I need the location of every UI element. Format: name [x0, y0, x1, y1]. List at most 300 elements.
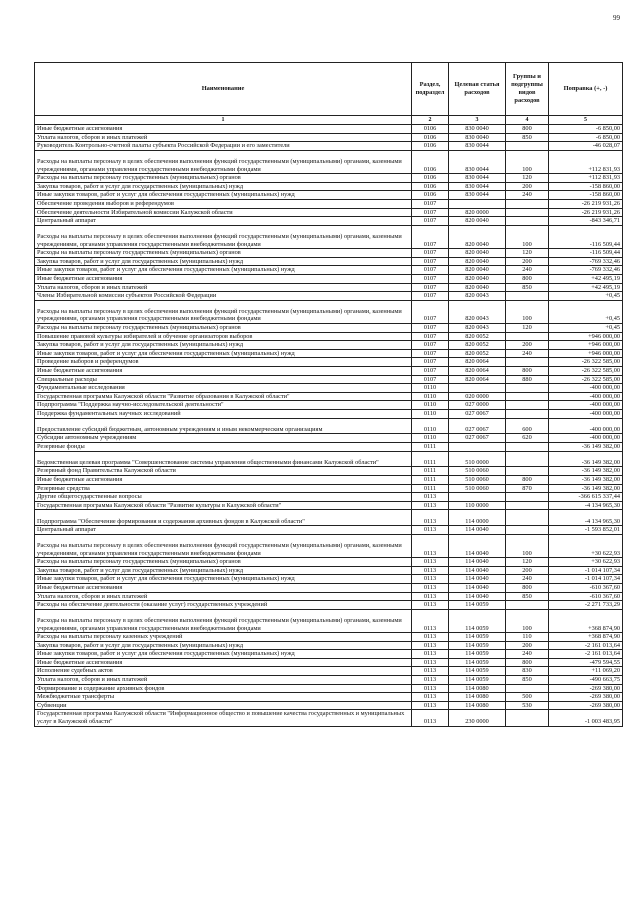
- row-amount: -610 367,60: [549, 592, 623, 601]
- row-section: 0107: [412, 332, 449, 341]
- row-amount: -158 860,00: [549, 182, 623, 191]
- row-section: 0107: [412, 292, 449, 301]
- row-section: 0110: [412, 410, 449, 419]
- table-row: [35, 451, 623, 467]
- row-group: 620: [506, 434, 549, 443]
- row-group: 120: [506, 558, 549, 567]
- row-name: Ведомственная целевая программа "Совершенствование системы управления общественными финансами Калужской области": [35, 451, 412, 467]
- row-target: 027 0000: [449, 401, 506, 410]
- row-target: 820 0040: [449, 274, 506, 283]
- row-section: 0113: [412, 701, 449, 710]
- column-number: 5: [549, 116, 623, 125]
- row-target: 830 0044: [449, 182, 506, 191]
- row-section: 0110: [412, 401, 449, 410]
- table-row: [35, 191, 623, 200]
- row-target: 110 0000: [449, 501, 506, 510]
- row-amount: +11 069,20: [549, 667, 623, 676]
- row-section: 0110: [412, 384, 449, 393]
- row-name: Руководитель Контрольно-счетной палаты субъекта Российской Федерации и его заместители: [35, 142, 412, 151]
- row-target: [449, 443, 506, 452]
- row-target: 020 0000: [449, 392, 506, 401]
- row-name: Расходы на выплаты персоналу государственных (муниципальных) органов: [35, 558, 412, 567]
- row-section: 0111: [412, 451, 449, 467]
- row-name: Межбюджетные трансферты: [35, 693, 412, 702]
- row-group: 870: [506, 484, 549, 493]
- row-section: 0110: [412, 392, 449, 401]
- row-name: Иные бюджетные ассигнования: [35, 274, 412, 283]
- row-target: 114 0040: [449, 558, 506, 567]
- row-group: 800: [506, 125, 549, 134]
- row-group: 500: [506, 693, 549, 702]
- row-target: 820 0043: [449, 300, 506, 323]
- column-number: 1: [35, 116, 412, 125]
- row-amount: -843 346,71: [549, 217, 623, 226]
- row-amount: -610 367,60: [549, 583, 623, 592]
- row-group: 100: [506, 300, 549, 323]
- row-name: Иные закупки товаров, работ и услуг для обеспечения государственных (муниципальных) нужд: [35, 266, 412, 275]
- row-target: 114 0000: [449, 510, 506, 526]
- row-group: 800: [506, 583, 549, 592]
- row-name: Предоставление субсидий бюджетным, автономным учреждениям и иным некоммерческим организациям: [35, 418, 412, 434]
- row-section: 0106: [412, 133, 449, 142]
- row-section: 0106: [412, 191, 449, 200]
- row-name: Закупка товаров, работ и услуг для государственных (муниципальных) нужд: [35, 566, 412, 575]
- row-name: Проведение выборов и референдумов: [35, 358, 412, 367]
- row-section: 0113: [412, 609, 449, 632]
- row-amount: +0,45: [549, 324, 623, 333]
- row-amount: -158 860,00: [549, 191, 623, 200]
- row-section: 0113: [412, 534, 449, 557]
- table-row: [35, 401, 623, 410]
- row-group: 200: [506, 257, 549, 266]
- row-section: 0107: [412, 199, 449, 208]
- table-row: [35, 249, 623, 258]
- row-amount: -269 380,00: [549, 693, 623, 702]
- row-name: Расходы на выплаты персоналу в целях обеспечения выполнения функций государственными (муниципальными) органами, казенными учреждениями, органами управления государственными внебюджетными фондами: [35, 609, 412, 632]
- row-target: 510 0060: [449, 475, 506, 484]
- row-amount: +946 000,00: [549, 341, 623, 350]
- table-row: [35, 410, 623, 419]
- row-group: [506, 601, 549, 610]
- row-group: 120: [506, 249, 549, 258]
- table-row: [35, 349, 623, 358]
- row-name: Расходы на выплаты персоналу государственных (муниципальных) органов: [35, 249, 412, 258]
- row-amount: -490 663,75: [549, 676, 623, 685]
- table-row: [35, 274, 623, 283]
- row-group: 240: [506, 191, 549, 200]
- row-target: 820 0040: [449, 266, 506, 275]
- row-group: 120: [506, 324, 549, 333]
- row-section: 0113: [412, 650, 449, 659]
- column-number: 4: [506, 116, 549, 125]
- table-row: [35, 125, 623, 134]
- row-name: Фундаментальные исследования: [35, 384, 412, 393]
- row-amount: -4 134 965,30: [549, 510, 623, 526]
- row-target: 114 0040: [449, 534, 506, 557]
- row-target: [449, 384, 506, 393]
- row-section: 0107: [412, 266, 449, 275]
- table-row: [35, 641, 623, 650]
- row-group: 530: [506, 701, 549, 710]
- row-target: 114 0059: [449, 633, 506, 642]
- row-target: 820 0043: [449, 292, 506, 301]
- row-name: Специальные расходы: [35, 375, 412, 384]
- row-amount: -36 149 382,00: [549, 484, 623, 493]
- row-name: Государственная программа Калужской области "Информационное общество и повышение качества государственных и муниципальных услуг в Калужской области": [35, 710, 412, 726]
- row-name: Резервный фонд Правительства Калужской области: [35, 467, 412, 476]
- row-target: 820 0040: [449, 257, 506, 266]
- row-section: 0107: [412, 341, 449, 350]
- row-group: 800: [506, 475, 549, 484]
- table-row: [35, 566, 623, 575]
- row-name: Иные бюджетные ассигнования: [35, 658, 412, 667]
- row-group: [506, 142, 549, 151]
- row-amount: +0,45: [549, 292, 623, 301]
- row-section: 0107: [412, 349, 449, 358]
- row-target: 820 0064: [449, 358, 506, 367]
- row-group: [506, 493, 549, 502]
- row-section: 0113: [412, 501, 449, 510]
- table-row: [35, 484, 623, 493]
- table-row: [35, 575, 623, 584]
- row-name: Уплата налогов, сборов и иных платежей: [35, 283, 412, 292]
- table-row: [35, 434, 623, 443]
- row-amount: -2 161 013,64: [549, 650, 623, 659]
- header-group: Группы и подгруппы видов расходов: [506, 63, 549, 116]
- row-target: 820 0040: [449, 217, 506, 226]
- table-row: [35, 510, 623, 526]
- row-name: Формирование и содержание архивных фондов: [35, 684, 412, 693]
- row-group: 200: [506, 182, 549, 191]
- row-name: Расходы на обеспечение деятельности (оказание услуг) государственных учреждений: [35, 601, 412, 610]
- row-group: 120: [506, 174, 549, 183]
- row-amount: -6 850,00: [549, 133, 623, 142]
- row-group: [506, 217, 549, 226]
- row-amount: -116 509,44: [549, 225, 623, 248]
- table-row: [35, 367, 623, 376]
- row-target: 114 0059: [449, 658, 506, 667]
- row-group: 100: [506, 150, 549, 173]
- row-group: [506, 526, 549, 535]
- row-group: 830: [506, 667, 549, 676]
- row-name: Иные закупки товаров, работ и услуг для обеспечения государственных (муниципальных) нужд: [35, 191, 412, 200]
- row-name: Члены Избирательной комиссии субъектов Российской Федерации: [35, 292, 412, 301]
- row-section: 0106: [412, 142, 449, 151]
- table-row: [35, 375, 623, 384]
- row-name: Уплата налогов, сборов и иных платежей: [35, 133, 412, 142]
- row-name: Субсидии автономным учреждениям: [35, 434, 412, 443]
- row-section: 0113: [412, 641, 449, 650]
- row-amount: -36 149 382,00: [549, 475, 623, 484]
- row-target: 830 0044: [449, 174, 506, 183]
- row-amount: -400 000,00: [549, 410, 623, 419]
- row-name: Закупка товаров, работ и услуг для государственных (муниципальных) нужд: [35, 182, 412, 191]
- row-amount: -400 000,00: [549, 418, 623, 434]
- row-amount: -400 000,00: [549, 384, 623, 393]
- row-amount: -2 161 013,64: [549, 641, 623, 650]
- row-amount: -269 380,00: [549, 684, 623, 693]
- row-section: 0107: [412, 375, 449, 384]
- row-target: 114 0040: [449, 575, 506, 584]
- row-amount: -1 593 852,01: [549, 526, 623, 535]
- row-amount: -400 000,00: [549, 401, 623, 410]
- row-group: 100: [506, 534, 549, 557]
- row-section: 0113: [412, 684, 449, 693]
- row-name: Расходы на выплаты персоналу в целях обеспечения выполнения функций государственными (муниципальными) органами, казенными учреждениями, органами управления государственными внебюджетными фондами: [35, 534, 412, 557]
- table-row: [35, 592, 623, 601]
- table-row: [35, 534, 623, 557]
- row-group: 200: [506, 341, 549, 350]
- row-target: 027 0067: [449, 418, 506, 434]
- table-row: [35, 341, 623, 350]
- row-name: Расходы на выплаты персоналу государственных (муниципальных) органов: [35, 174, 412, 183]
- row-target: 027 0067: [449, 410, 506, 419]
- row-name: Уплата налогов, сборов и иных платежей: [35, 676, 412, 685]
- row-name: Расходы на выплаты персоналу в целях обеспечения выполнения функций государственными (муниципальными) органами, казенными учреждениями, органами управления государственными внебюджетными фондами: [35, 300, 412, 323]
- row-amount: +42 495,19: [549, 283, 623, 292]
- row-section: 0113: [412, 592, 449, 601]
- row-name: Повышение правовой культуры избирателей и обучение организаторов выборов: [35, 332, 412, 341]
- row-amount: -366 615 337,44: [549, 493, 623, 502]
- row-section: 0113: [412, 558, 449, 567]
- row-amount: -479 594,55: [549, 658, 623, 667]
- row-group: 800: [506, 658, 549, 667]
- row-group: [506, 401, 549, 410]
- row-target: 820 0000: [449, 208, 506, 217]
- row-target: 820 0040: [449, 225, 506, 248]
- table-row: [35, 332, 623, 341]
- row-name: Иные бюджетные ассигнования: [35, 367, 412, 376]
- row-section: 0107: [412, 249, 449, 258]
- row-section: 0113: [412, 526, 449, 535]
- row-name: Расходы на выплаты персоналу государственных (муниципальных) органов: [35, 324, 412, 333]
- row-name: Уплата налогов, сборов и иных платежей: [35, 592, 412, 601]
- row-name: Расходы на выплаты персоналу казенных учреждений: [35, 633, 412, 642]
- row-target: [449, 493, 506, 502]
- row-amount: -26 219 931,26: [549, 208, 623, 217]
- column-number: 3: [449, 116, 506, 125]
- row-section: 0113: [412, 566, 449, 575]
- row-amount: -1 014 107,34: [549, 575, 623, 584]
- row-name: Государственная программа Калужской области "Развитие образования в Калужской области": [35, 392, 412, 401]
- row-group: [506, 443, 549, 452]
- row-target: 830 0040: [449, 133, 506, 142]
- row-target: 114 0059: [449, 609, 506, 632]
- row-name: Обеспечение проведения выборов и референдумов: [35, 199, 412, 208]
- row-name: Центральный аппарат: [35, 526, 412, 535]
- row-section: 0113: [412, 667, 449, 676]
- table-row: [35, 601, 623, 610]
- row-amount: -1 003 483,95: [549, 710, 623, 726]
- row-name: Иные закупки товаров, работ и услуг для обеспечения государственных (муниципальных) нужд: [35, 575, 412, 584]
- row-target: 114 0059: [449, 650, 506, 659]
- row-section: 0113: [412, 710, 449, 726]
- row-section: 0111: [412, 484, 449, 493]
- row-section: 0107: [412, 358, 449, 367]
- row-amount: -36 149 382,00: [549, 451, 623, 467]
- table-row: [35, 208, 623, 217]
- row-name: Иные закупки товаров, работ и услуг для обеспечения государственных (муниципальных) нужд: [35, 650, 412, 659]
- table-row: [35, 142, 623, 151]
- row-name: Подпрограмма "Поддержка научно-исследовательской деятельности": [35, 401, 412, 410]
- row-amount: -26 322 585,00: [549, 367, 623, 376]
- row-section: 0106: [412, 182, 449, 191]
- row-name: Закупка товаров, работ и услуг для государственных (муниципальных) нужд: [35, 641, 412, 650]
- row-target: 114 0059: [449, 667, 506, 676]
- table-row: [35, 558, 623, 567]
- row-section: 0107: [412, 257, 449, 266]
- row-group: [506, 384, 549, 393]
- row-group: 100: [506, 609, 549, 632]
- table-row: [35, 266, 623, 275]
- row-section: 0113: [412, 510, 449, 526]
- row-group: [506, 467, 549, 476]
- row-group: 850: [506, 133, 549, 142]
- row-group: 240: [506, 266, 549, 275]
- row-group: [506, 292, 549, 301]
- row-name: Иные закупки товаров, работ и услуг для обеспечения государственных (муниципальных) нужд: [35, 349, 412, 358]
- row-target: 830 0044: [449, 142, 506, 151]
- row-target: 820 0043: [449, 324, 506, 333]
- row-section: 0107: [412, 283, 449, 292]
- table-row: [35, 283, 623, 292]
- row-target: 114 0040: [449, 566, 506, 575]
- row-group: 240: [506, 575, 549, 584]
- row-name: Резервные фонды: [35, 443, 412, 452]
- row-target: 114 0059: [449, 601, 506, 610]
- row-amount: +30 622,93: [549, 558, 623, 567]
- row-target: [449, 199, 506, 208]
- row-group: 240: [506, 349, 549, 358]
- row-group: [506, 332, 549, 341]
- row-amount: +112 831,93: [549, 174, 623, 183]
- row-name: Закупка товаров, работ и услуг для государственных (муниципальных) нужд: [35, 257, 412, 266]
- row-group: [506, 684, 549, 693]
- table-row: [35, 392, 623, 401]
- column-number: 2: [412, 116, 449, 125]
- row-name: Поддержка фундаментальных научных исследований: [35, 410, 412, 419]
- table-row: [35, 609, 623, 632]
- table-header-row: [35, 63, 623, 116]
- table-row: [35, 676, 623, 685]
- row-name: Иные бюджетные ассигнования: [35, 583, 412, 592]
- table-row: [35, 384, 623, 393]
- row-group: 600: [506, 418, 549, 434]
- table-body: [35, 125, 623, 727]
- row-amount: +42 495,19: [549, 274, 623, 283]
- row-target: 820 0040: [449, 249, 506, 258]
- row-name: Иные бюджетные ассигнования: [35, 125, 412, 134]
- table-row: [35, 324, 623, 333]
- column-number-row: [35, 116, 623, 125]
- header-target: Целевая статья расходов: [449, 63, 506, 116]
- row-group: 850: [506, 592, 549, 601]
- table-row: [35, 174, 623, 183]
- page-number: 99: [613, 14, 620, 22]
- row-section: 0113: [412, 601, 449, 610]
- row-section: 0107: [412, 208, 449, 217]
- row-target: 820 0064: [449, 367, 506, 376]
- row-section: 0106: [412, 174, 449, 183]
- row-group: 800: [506, 274, 549, 283]
- row-section: 0113: [412, 658, 449, 667]
- table-row: [35, 150, 623, 173]
- row-section: 0107: [412, 217, 449, 226]
- row-group: [506, 451, 549, 467]
- table-row: [35, 475, 623, 484]
- header-amendment: Поправка (+, -): [549, 63, 623, 116]
- row-section: 0110: [412, 418, 449, 434]
- row-amount: -26 219 931,26: [549, 199, 623, 208]
- row-section: 0113: [412, 676, 449, 685]
- row-target: 820 0052: [449, 341, 506, 350]
- row-name: Закупка товаров, работ и услуг для государственных (муниципальных) нужд: [35, 341, 412, 350]
- row-group: [506, 199, 549, 208]
- row-amount: -269 380,00: [549, 701, 623, 710]
- row-name: Расходы на выплаты персоналу в целях обеспечения выполнения функций государственными (муниципальными) органами, казенными учреждениями, органами управления государственными внебюджетными фондами: [35, 150, 412, 173]
- row-group: 850: [506, 283, 549, 292]
- table-row: [35, 684, 623, 693]
- row-target: 114 0040: [449, 583, 506, 592]
- row-amount: -400 000,00: [549, 392, 623, 401]
- header-section: Раздел, подраздел: [412, 63, 449, 116]
- row-amount: +30 622,93: [549, 534, 623, 557]
- row-group: 200: [506, 641, 549, 650]
- row-name: Подпрограмма "Обеспечение формирования и содержания архивных фондов в Калужской области": [35, 510, 412, 526]
- table-row: [35, 650, 623, 659]
- row-name: Центральный аппарат: [35, 217, 412, 226]
- row-section: 0107: [412, 300, 449, 323]
- row-amount: -26 322 585,00: [549, 375, 623, 384]
- row-target: 027 0067: [449, 434, 506, 443]
- row-amount: -26 322 585,00: [549, 358, 623, 367]
- row-group: [506, 392, 549, 401]
- row-amount: +368 874,90: [549, 633, 623, 642]
- table-row: [35, 658, 623, 667]
- table-row: [35, 583, 623, 592]
- row-amount: +946 000,00: [549, 332, 623, 341]
- table-row: [35, 493, 623, 502]
- row-group: [506, 501, 549, 510]
- row-name: Расходы на выплаты персоналу в целях обеспечения выполнения функций государственными (муниципальными) органами, казенными учреждениями, органами управления государственными внебюджетными фондами: [35, 225, 412, 248]
- row-target: 114 0059: [449, 641, 506, 650]
- row-group: [506, 710, 549, 726]
- table-row: [35, 225, 623, 248]
- row-name: Субвенции: [35, 701, 412, 710]
- row-amount: -2 271 733,29: [549, 601, 623, 610]
- table-row: [35, 443, 623, 452]
- row-section: 0106: [412, 125, 449, 134]
- row-group: [506, 208, 549, 217]
- row-section: 0111: [412, 467, 449, 476]
- row-amount: -400 000,00: [549, 434, 623, 443]
- row-name: Другие общегосударственные вопросы: [35, 493, 412, 502]
- row-target: 830 0044: [449, 150, 506, 173]
- row-group: 800: [506, 367, 549, 376]
- table-row: [35, 633, 623, 642]
- row-name: Государственная программа Калужской области "Развитие культуры в Калужской области": [35, 501, 412, 510]
- row-section: 0113: [412, 583, 449, 592]
- row-target: 114 0040: [449, 592, 506, 601]
- table-row: [35, 701, 623, 710]
- row-name: Резервные средства: [35, 484, 412, 493]
- row-section: 0107: [412, 324, 449, 333]
- row-amount: -36 149 382,00: [549, 443, 623, 452]
- row-amount: +112 831,93: [549, 150, 623, 173]
- row-name: Обеспечение деятельности Избирательной комиссии Калужской области: [35, 208, 412, 217]
- row-section: 0113: [412, 633, 449, 642]
- row-section: 0113: [412, 693, 449, 702]
